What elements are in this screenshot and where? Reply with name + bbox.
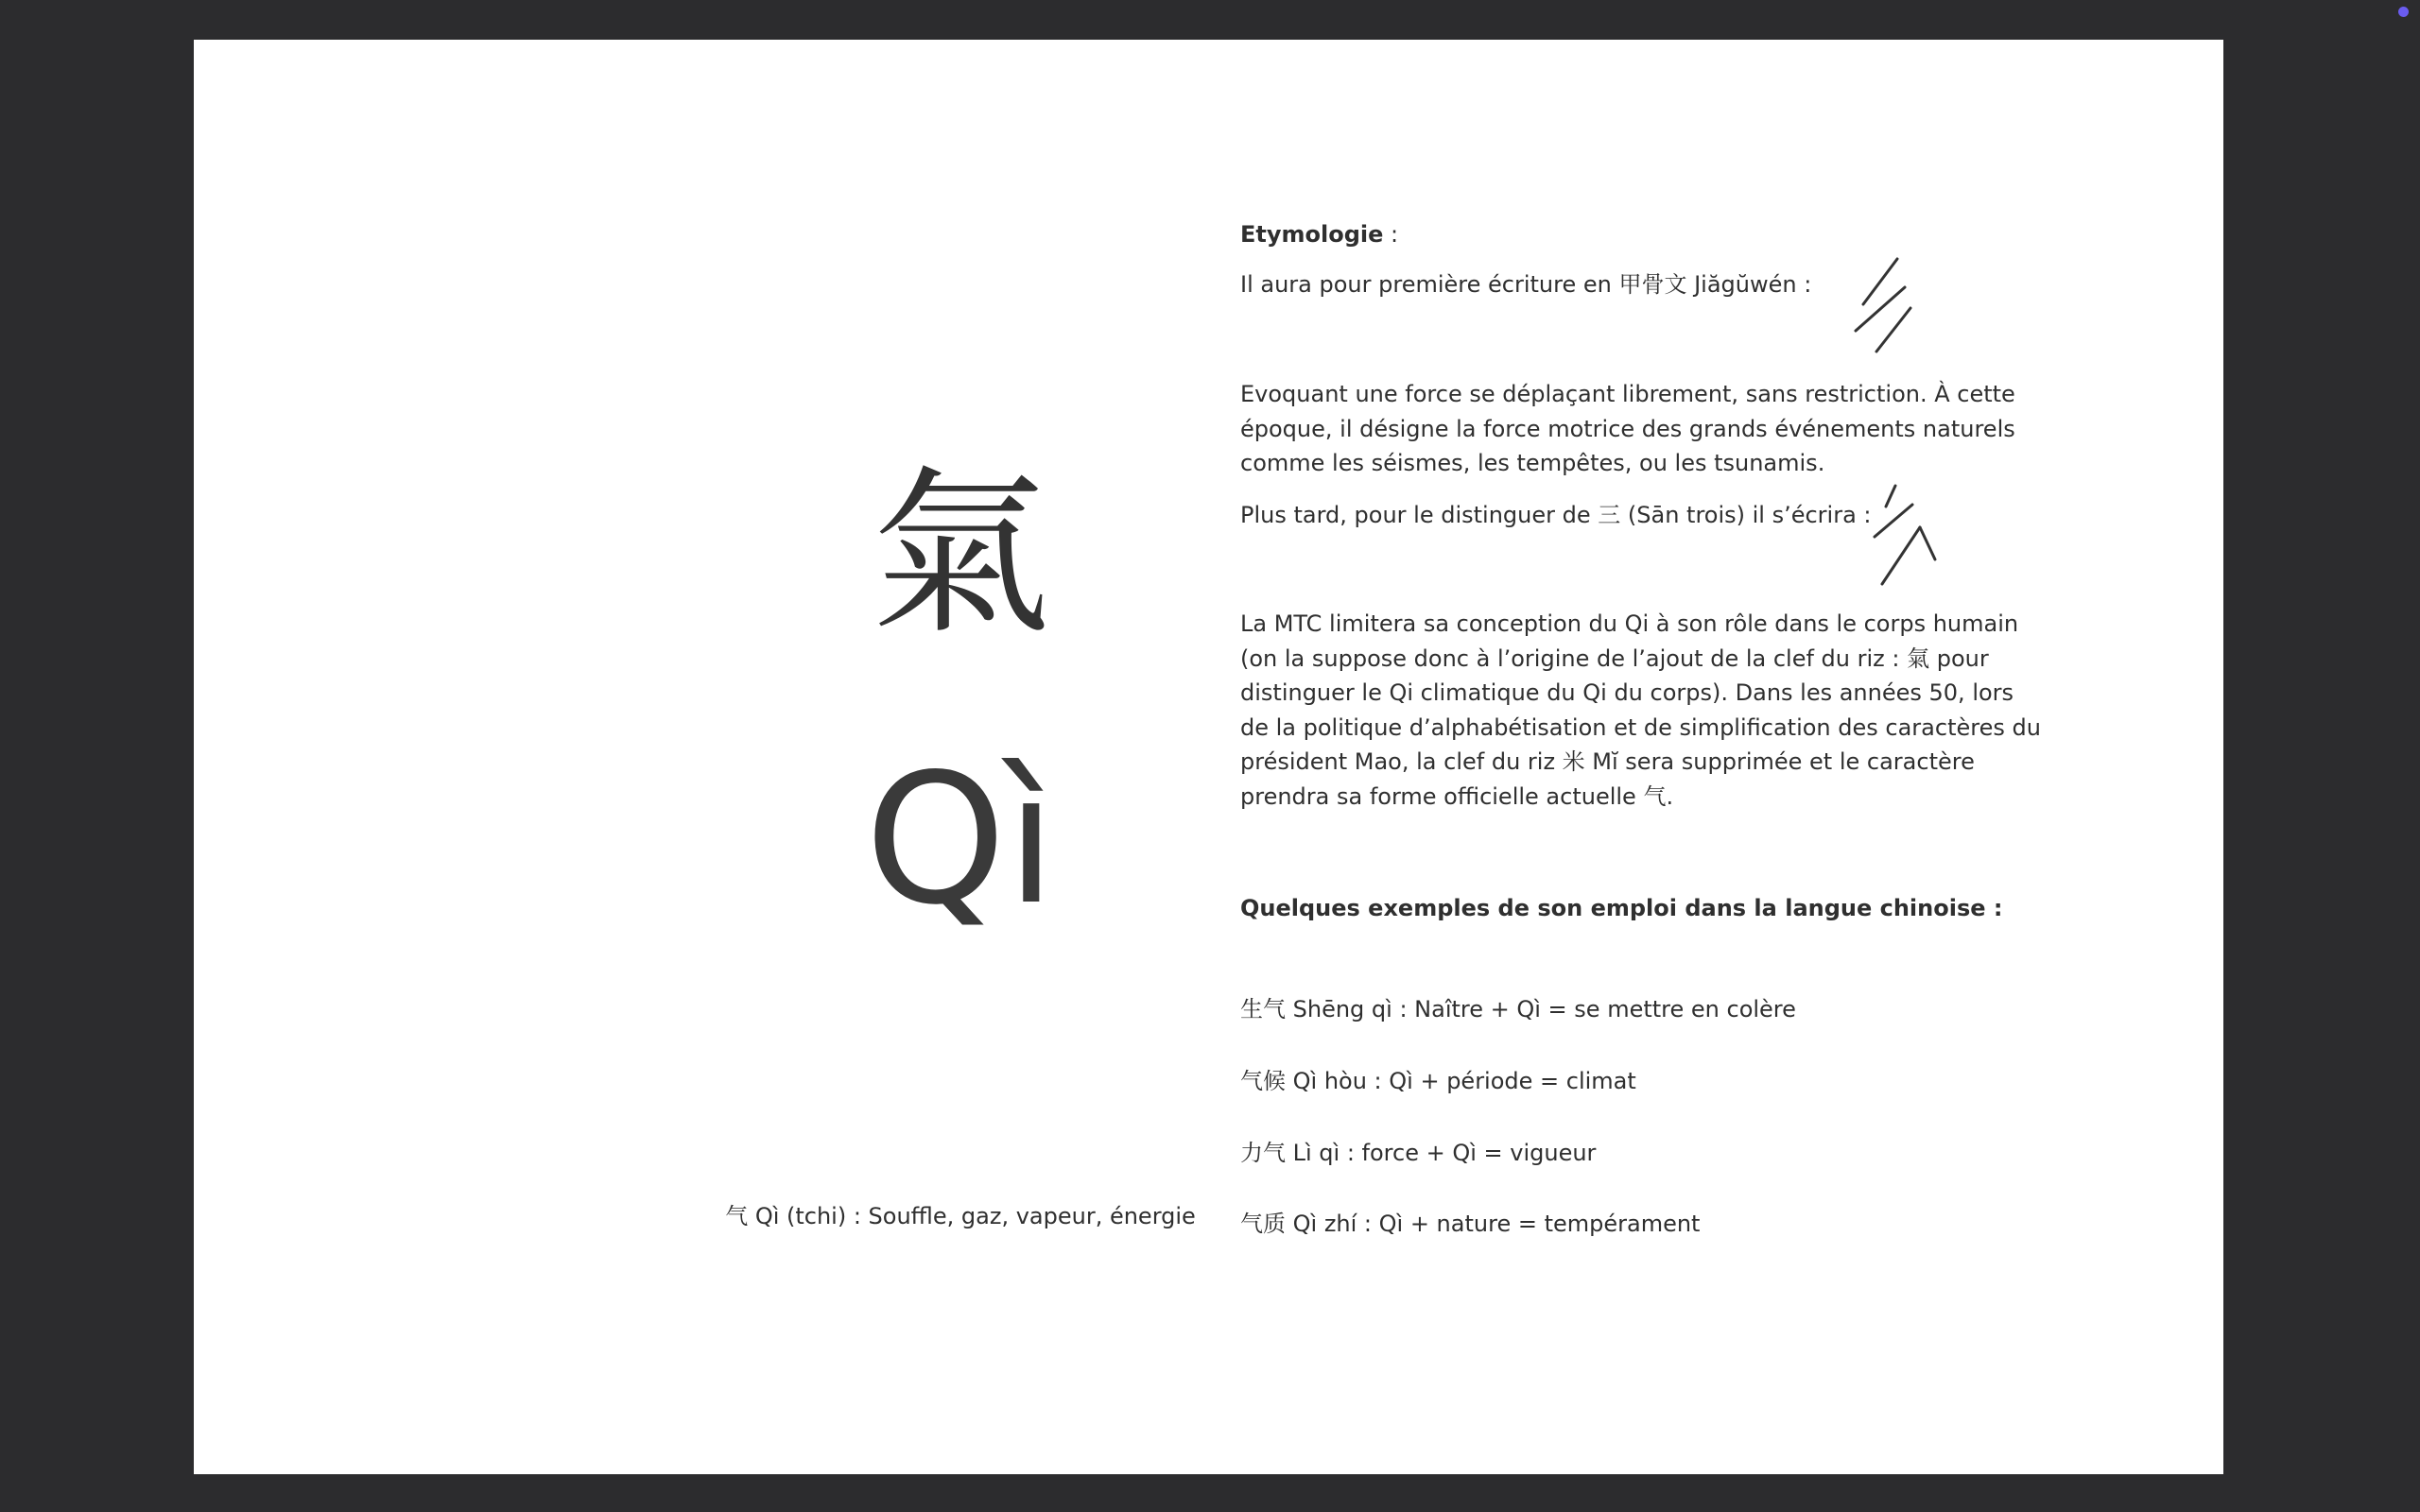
paragraph-mtc: La MTC limitera sa conception du Qi à son rôle dans le corps humain (on la suppose donc à l’origine de l’ajout de la clef du riz : 氣 pour distinguer le Qi climatique du Qi du corps). Dans les années 50, lors de la politique d’alphabétisation et de simplification des caractères du président Mao, la clef du riz 米 Mĭ sera supprimée et le caractère prendra sa forme officielle actuelle 气. — [1240, 610, 2041, 810]
etymology-heading-label: Etymologie — [1240, 221, 1384, 248]
etymology-heading-colon: : — [1383, 221, 1399, 248]
examples-heading: Quelques exemples de son emploi dans la langue chinoise : — [1240, 895, 2003, 921]
example-item: 生气 Shēng qì : Naître + Qì = se mettre en colère — [1240, 996, 1796, 1022]
character-definition-caption: 气 Qì (tchi) : Souffle, gaz, vapeur, énergie — [725, 1203, 1196, 1229]
paragraph-natural-force: Evoquant une force se déplaçant librement, sans restriction. À cette époque, il désigne la force motrice des grands événements naturels comme les séismes, les tempêtes, ou les tsunamis. — [1240, 381, 2015, 476]
example-item: 气质 Qì zhí : Qì + nature = tempérament — [1240, 1211, 1701, 1237]
example-item: 气候 Qì hòu : Qì + période = climat — [1240, 1068, 1636, 1094]
oracle-bone-qi-glyph — [1839, 248, 1924, 361]
main-character-traditional: 氣 — [870, 450, 1050, 659]
main-pinyin: Qì — [864, 735, 1057, 944]
document-page — [194, 40, 2223, 1474]
later-qi-glyph — [1858, 478, 1962, 592]
status-indicator-dot — [2398, 7, 2409, 17]
example-item: 力气 Lì qì : force + Qì = vigueur — [1240, 1140, 1597, 1166]
jiaguwen-line: Il aura pour première écriture en 甲骨文 Jiăgŭwén : — [1240, 271, 1812, 298]
later-writing-line: Plus tard, pour le distinguer de 三 (Sān trois) il s’écrira : — [1240, 502, 1872, 528]
etymology-heading — [1240, 217, 1398, 251]
